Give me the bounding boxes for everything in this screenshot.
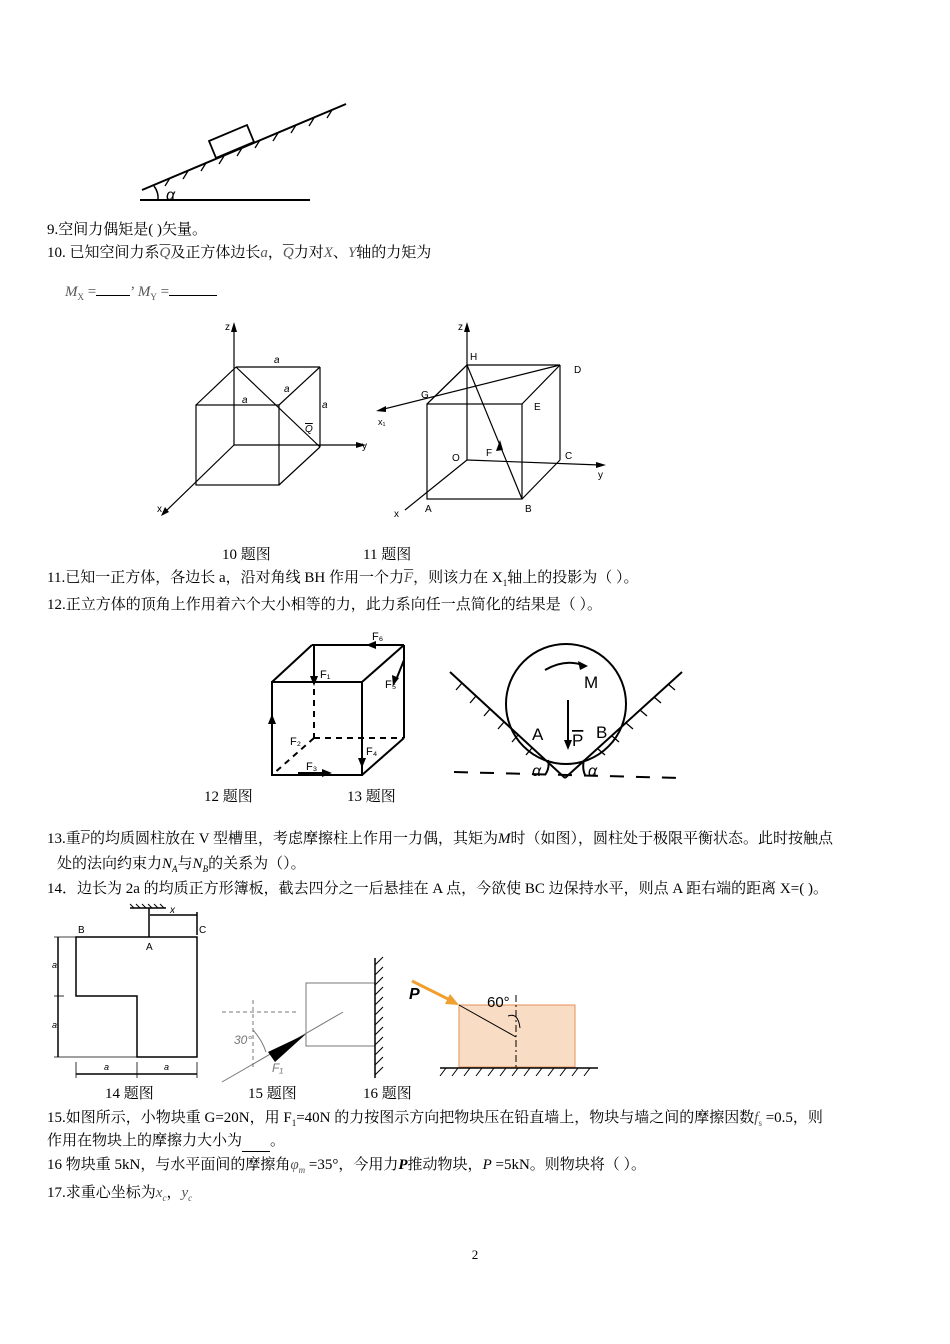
question-16: 16 物块重 5kN，与水平面间的摩擦角$\varphi_m =35^\circ$，今用力P推动物块，P =5kN。则物块将（ ）。: [47, 1157, 647, 1175]
svg-text:α: α: [588, 763, 598, 780]
caption-11: 11 题图: [363, 547, 412, 563]
svg-text:z: z: [225, 322, 230, 333]
svg-text:B: B: [525, 504, 532, 515]
svg-text:P: P: [409, 986, 420, 1003]
svg-text:a: a: [52, 1020, 58, 1030]
caption-10: 10 题图: [222, 547, 271, 563]
svg-text:F₂: F₂: [290, 736, 301, 748]
svg-text:A: A: [146, 942, 153, 953]
svg-text:y: y: [362, 441, 367, 452]
svg-text:a: a: [104, 1062, 110, 1072]
svg-text:F₆: F₆: [372, 631, 384, 643]
question-9: 9.空间力偶矩是( )矢量。: [47, 222, 207, 238]
svg-text:y: y: [598, 470, 603, 481]
blank-friction: [242, 1131, 270, 1152]
svg-text:a: a: [164, 1062, 170, 1072]
question-10: 10. 已知空间力系$\overline{Q}$及正方体边长a，$\overline{Q}$力对X、Y轴的力矩为: [47, 245, 432, 261]
caption-16: 16 题图: [363, 1086, 412, 1102]
svg-text:z: z: [458, 322, 463, 333]
svg-text:x: x: [170, 905, 175, 916]
svg-text:B: B: [596, 723, 608, 742]
question-15-cont: 作用在物块上的摩擦力大小为 。: [47, 1131, 285, 1152]
question-13-cont: 处的法向约束力$N_A$与$N_B$的关系为（）。: [57, 856, 306, 874]
svg-text:C: C: [199, 925, 207, 936]
svg-text:O: O: [452, 453, 460, 464]
moment-formula: $M_X$ = ’ $M_Y$ =: [65, 282, 217, 307]
alpha-label: α: [166, 187, 176, 204]
question-12: 12.正立方体的顶角上作用着六个大小相等的力，此力系向任一点简化的结果是（ ）。: [47, 597, 603, 613]
svg-text:B: B: [78, 925, 85, 936]
svg-text:C: C: [565, 451, 573, 462]
svg-text:F₁: F₁: [272, 1061, 284, 1075]
svg-text:M: M: [584, 673, 599, 692]
svg-text:α: α: [532, 763, 542, 780]
svg-text:Q: Q: [305, 424, 313, 435]
svg-text:F₃: F₃: [306, 761, 318, 773]
question-17: 17.求重心坐标为$x_c$，$y_c$: [47, 1185, 193, 1203]
svg-text:a: a: [274, 355, 280, 366]
svg-text:x: x: [394, 509, 399, 520]
svg-text:H: H: [470, 352, 478, 363]
caption-15: 15 题图: [248, 1086, 297, 1102]
svg-text:x₁: x₁: [378, 417, 386, 427]
question-11: 11.已知一正方体，各边长 a，沿对角线 BH 作用一个力$\overline{F}$，则该力在 $X_1$轴上的投影为（ ）。: [47, 570, 639, 588]
question-15: 15.如图所示，小物块重 G=20N，用 $F_1=40N$ 的力按图示方向把物块压在铅直墙上，物块与墙之间的摩擦因数$f_s =0.5$，则: [47, 1110, 823, 1128]
svg-text:30°: 30°: [234, 1033, 253, 1047]
caption-12: 12 题图: [204, 789, 253, 805]
svg-text:a: a: [322, 400, 328, 411]
svg-text:F₄: F₄: [366, 746, 378, 758]
question-14: 14．边长为 2a 的均质正方形簿板，截去四分之一后悬挂在 A 点，今欲使 BC 边保持水平，则点 A 距右端的距离 X=( )。: [47, 881, 828, 897]
caption-14: 14 题图: [105, 1086, 154, 1102]
caption-13: 13 题图: [347, 789, 396, 805]
svg-text:a: a: [242, 395, 248, 406]
svg-text:x: x: [157, 504, 162, 515]
question-13: 13.重$\overline{P}$的均质圆柱放在 V 型槽里，考虑摩擦柱上作用一力偶，其矩为M时（如图），圆柱处于极限平衡状态。此时按触点: [47, 831, 834, 847]
svg-text:E: E: [534, 402, 541, 413]
svg-text:P: P: [572, 731, 584, 750]
svg-text:D: D: [574, 365, 582, 376]
svg-text:G: G: [421, 390, 429, 401]
svg-text:60°: 60°: [487, 994, 510, 1011]
page-number: 2: [471, 1247, 479, 1262]
svg-text:F₅: F₅: [385, 679, 397, 691]
svg-text:A: A: [425, 504, 432, 515]
svg-text:F₁: F₁: [320, 669, 331, 681]
svg-text:a: a: [284, 384, 290, 395]
svg-text:a: a: [52, 960, 58, 970]
svg-text:A: A: [532, 725, 544, 744]
svg-text:F: F: [486, 448, 493, 459]
